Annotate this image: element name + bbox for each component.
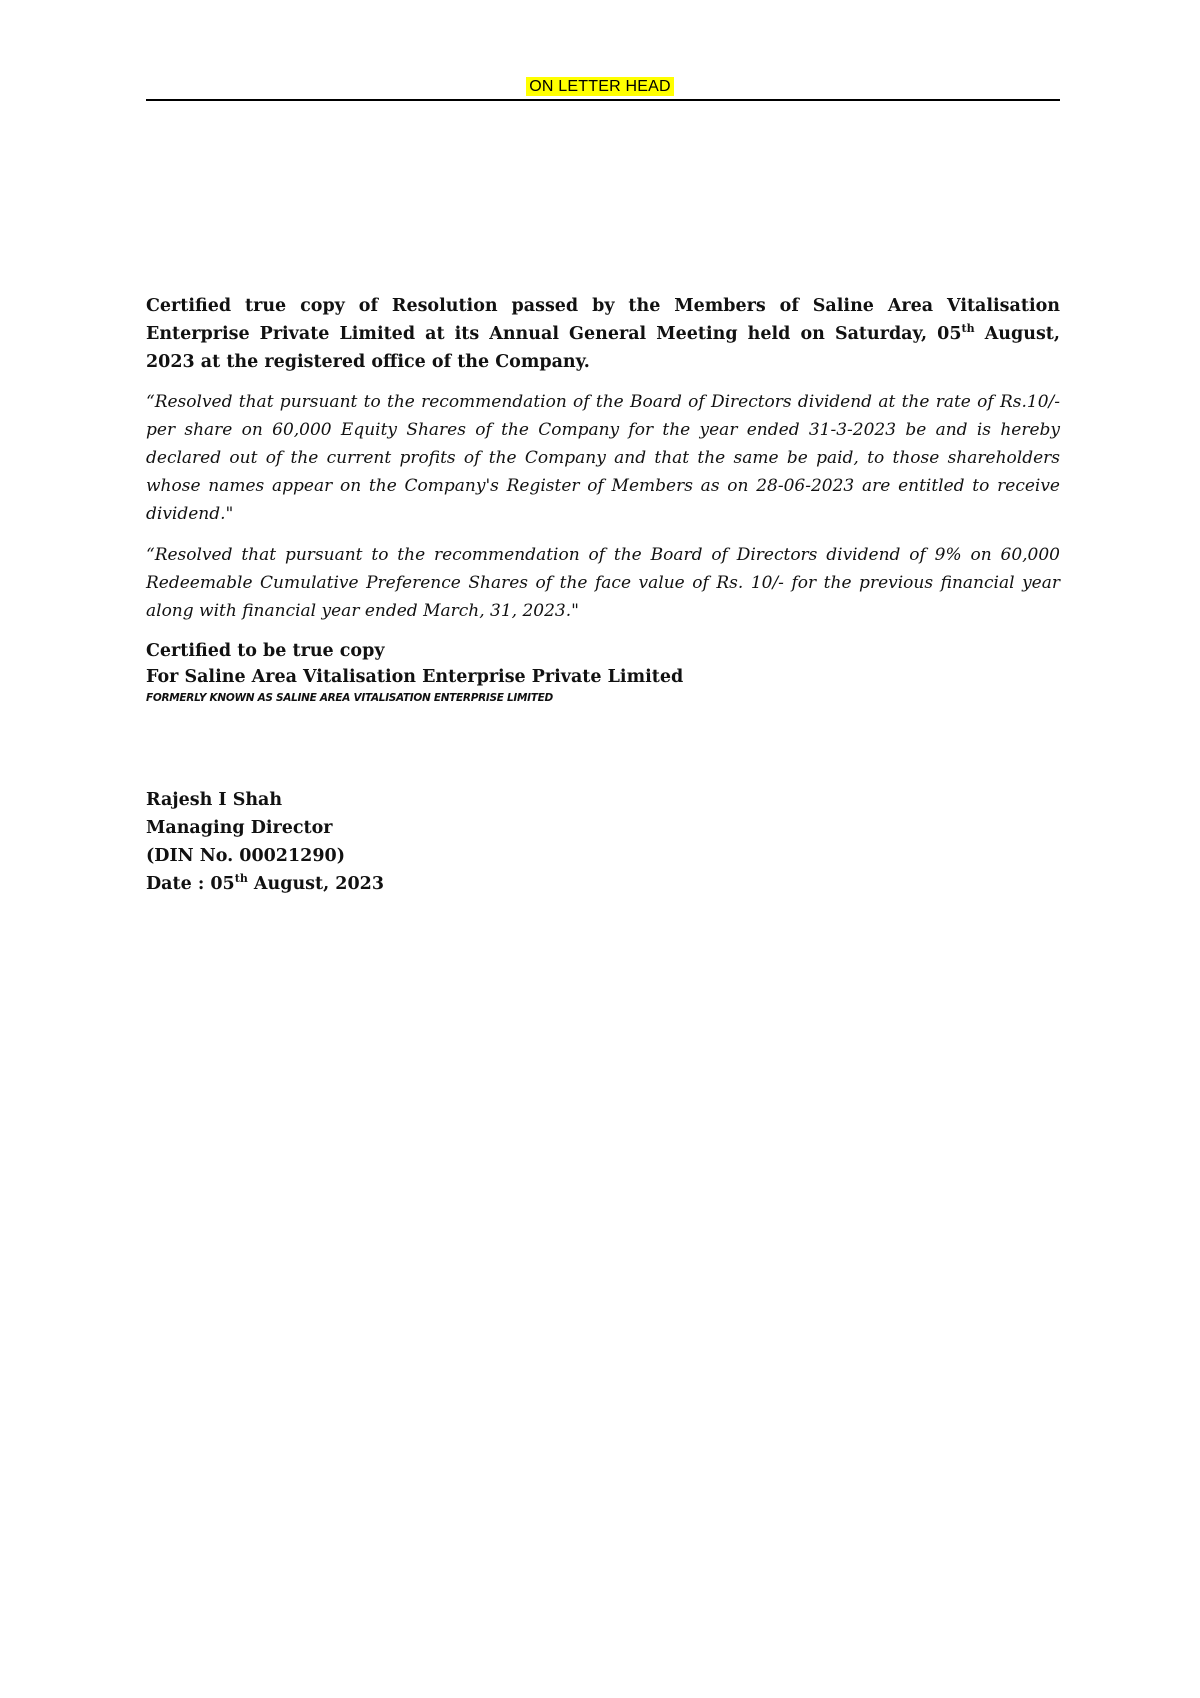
date-suffix: August, 2023: [247, 874, 385, 894]
signatory-date: [146, 870, 1060, 898]
signatory-din: (DIN No. 00021290): [146, 846, 345, 866]
certification-block: [146, 638, 1060, 706]
letterhead-placeholder: [0, 76, 1200, 96]
header-rule: [146, 99, 1060, 101]
resolution-preference-dividend: “Resolved that pursuant to the recommendation of the Board of Directors dividend of 9% on 60,000 Redeemable Cumulative Preference Shares of the face value of Rs. 10/- for the previous financial year along with financial year ended March, 31, 2023.": [146, 545, 1060, 621]
title-text-end: August, 2023 at the registered office of the Company.: [146, 324, 1060, 372]
signatory-block: [146, 786, 1060, 898]
formerly-known-as: FORMERLY KNOWN AS SALINE AREA VITALISATION ENTERPRISE LIMITED: [146, 692, 553, 704]
date-prefix: Date : 05: [146, 874, 235, 894]
document-body: [146, 292, 1060, 898]
title-ordinal-suffix: th: [961, 322, 975, 336]
resolution-title: [146, 292, 1060, 376]
resolution-equity-dividend: “Resolved that pursuant to the recommendation of the Board of Directors dividend at the rate of Rs.10/- per share on 60,000 Equity Shares of the Company for the year ended 31-3-2023 be and is hereby declared out of the current profits of the Company and that the same be paid, to those shareholders whose names appear on the Company's Register of Members as on 28-06-2023 are entitled to receive dividend.": [146, 392, 1060, 524]
letterhead-label: ON LETTER HEAD: [526, 77, 674, 96]
title-text-start: Certified true copy of Resolution passed by the Members of Saline Area Vitalisation Enterprise Private Limited at its Annual General Meeting held on Saturday, 05: [146, 296, 1060, 344]
date-ordinal-suffix: th: [234, 872, 248, 886]
signatory-name: Rajesh I Shah: [146, 790, 283, 810]
company-name-line: For Saline Area Vitalisation Enterprise Private Limited: [146, 667, 684, 687]
certified-true-copy: Certified to be true copy: [146, 641, 385, 661]
signatory-designation: Managing Director: [146, 818, 333, 838]
